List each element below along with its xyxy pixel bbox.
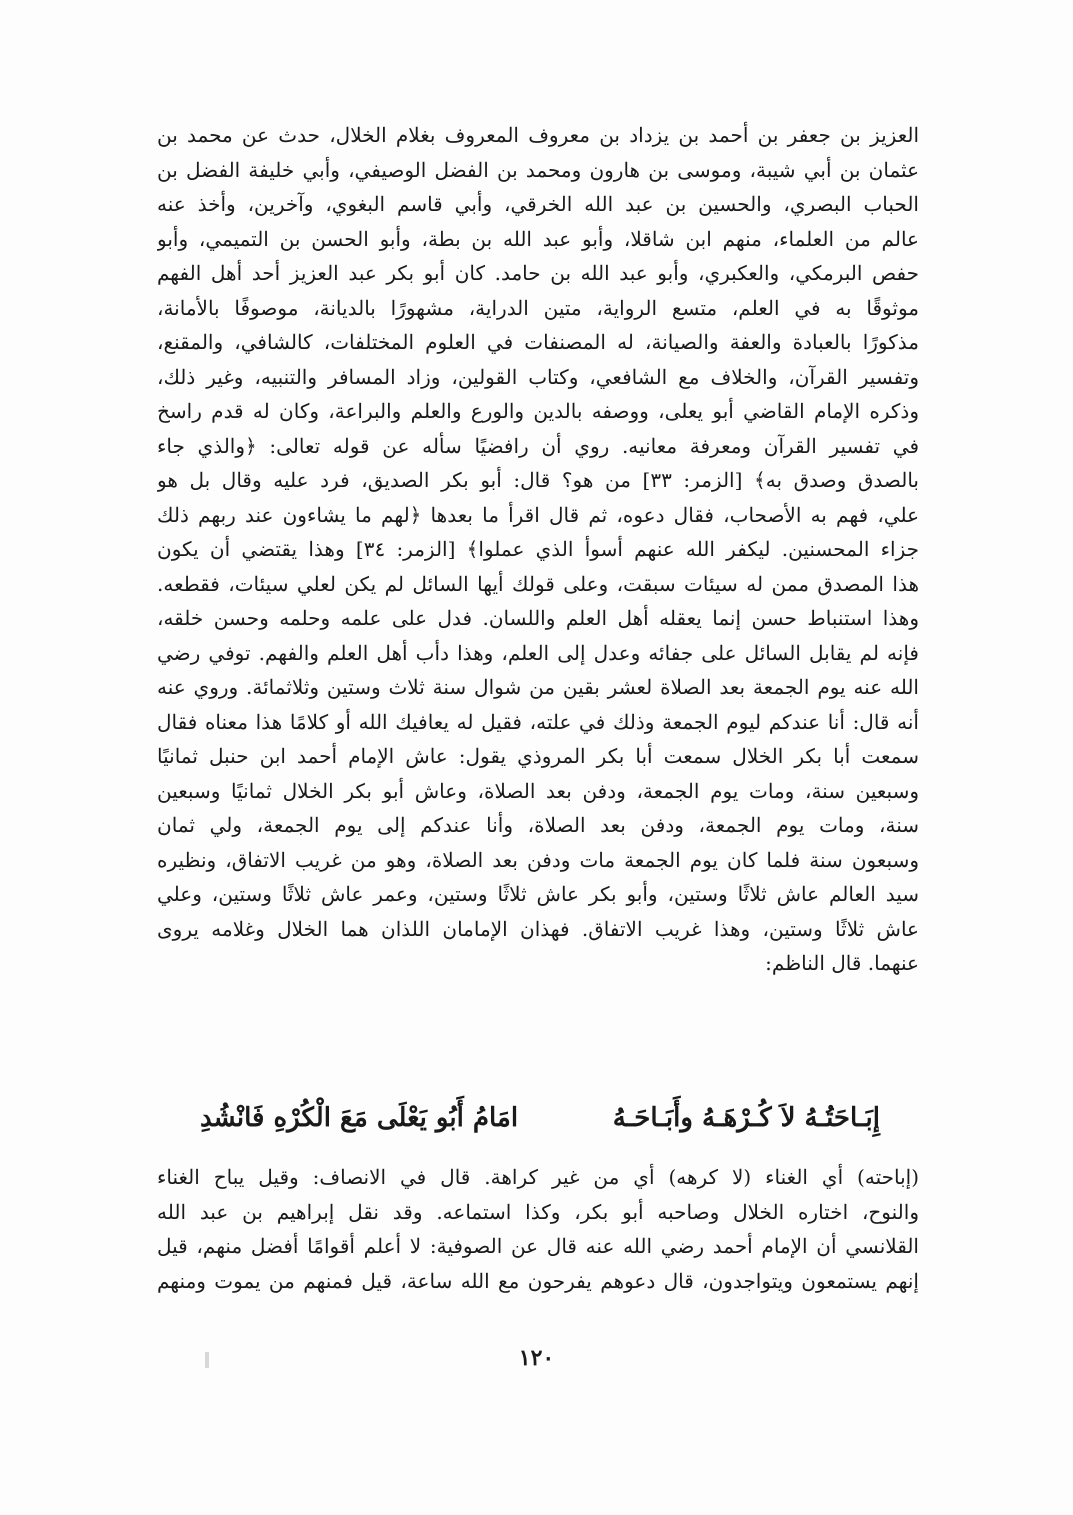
commentary-line: القلانسي أن الإمام أحمد رضي الله عنه قال عن الصوفية: لا أعلم أقوامًا أفضل منهم، قيل (157, 1234, 919, 1258)
verse-first-hemistich: إِبَـاحَتُـهُ لاَ كُـرْهَـهُ وأَبَـاحَـهُ (612, 1103, 880, 1133)
commentary-text-block (157, 1160, 919, 1298)
poem-verse (160, 1093, 920, 1143)
text-line: مذكورًا بالعبادة والعفة والصيانة، له المصنفات في العلوم المختلفات، كالشافي، والمقنع، (157, 330, 919, 354)
text-line: عثمان بن أبي شيبة، وموسى بن هارون ومحمد بن الفضل الوصيفي، وأبي خليفة الفضل بن (157, 157, 919, 182)
commentary-line: (إباحته) أي الغناء (لا كرهه) أي من غير كراهة. قال في الانصاف: وقيل يباح الغناء (157, 1165, 919, 1189)
text-line: وسبعين سنة، ومات يوم الجمعة، ودفن بعد الصلاة، وعاش أبو بكر الخلال ثمانيًا وسبعين (157, 778, 919, 803)
text-line: وسبعون سنة فلما كان يوم الجمعة مات ودفن بعد الصلاة، وهو من غريب الاتفاق، ونظيره (157, 847, 919, 872)
text-line: في تفسير القرآن ومعرفة معانيه. روي أن رافضيًا سأله عن قوله تعالى: ﴿والذي جاء (157, 433, 919, 458)
text-line: بالصدق وصدق به﴾ [الزمر: ٣٣] من هو؟ قال: أبو بكر الصديق، فرد عليه وقال بل هو (157, 468, 919, 492)
page-number: ١٢٠ (518, 1345, 555, 1371)
text-line: سنة، ومات يوم الجمعة، ودفن بعد الصلاة، وأنا عندكم إلى يوم الجمعة، ولي ثمان (157, 813, 919, 837)
text-line: سمعت أبا بكر الخلال سمعت أبا بكر المروذي يقول: عاش الإمام أحمد ابن حنبل ثمانيًا (157, 744, 919, 768)
text-line: وتفسير القرآن، والخلاف مع الشافعي، وكتاب القولين، وزاد المسافر والتنبيه، وغير ذلك، (157, 364, 919, 389)
commentary-line: والنوح، اختاره الخلال وصاحبه أبو بكر، وكذا استماعه. وقد نقل إبراهيم بن عبد الله (157, 1199, 919, 1224)
text-line: الحباب البصري، والحسين بن عبد الله الخرقي، وأبي قاسم البغوي، وآخرين، وأخذ عنه (157, 192, 919, 216)
text-line: وهذا استنباط حسن إنما يعقله أهل العلم واللسان. فدل على علمه وحلمه وحسن خلقه، (157, 606, 919, 630)
text-line: عاش ثلاثًا وستين، وهذا غريب الاتفاق. فهذان الإمامان اللذان هما الخلال وغلامه يروى (157, 916, 919, 941)
text-line: عالم من العلماء، منهم ابن شاقلا، وأبو عبد الله بن بطة، وأبو الحسن بن التميمي، وأبو (157, 226, 919, 251)
text-line: أنه قال: أنا عندكم ليوم الجمعة وذلك في علته، فقيل له يعافيك الله أو كلامًا هذا معناه فقال (157, 709, 919, 734)
commentary-line: إنهم يستمعون ويتواجدون، قال دعوهم يفرحون مع الله ساعة، قيل فمنهم من يموت ومنهم (157, 1268, 919, 1293)
text-line: فإنه لم يقابل السائل على جفائه وعدل إلى العلم، وهذا دأب أهل العلم والفهم. توفي رضي (157, 640, 919, 665)
text-line: عنهما. قال الناظم: (765, 951, 919, 975)
text-line: علي، فهم به الأصحاب، فقال دعوه، ثم قال اقرأ ما بعدها ﴿لهم ما يشاءون عند ربهم ذلك (157, 502, 919, 527)
main-text-block (157, 118, 919, 981)
text-line: هذا المصدق ممن له سيئات سبقت، وعلى قولك أيها السائل لم يكن لعلي سيئات، فقطعه. (157, 571, 919, 596)
text-line: الله عنه يوم الجمعة بعد الصلاة لعشر بقين من شوال سنة ثلاث وستين وثلاثمائة. وروي عنه (157, 675, 919, 699)
text-line: جزاء المحسنين. ليكفر الله عنهم أسوأ الذي عملوا﴾ [الزمر: ٣٤] وهذا يقتضي أن يكون (157, 537, 919, 561)
text-line: حفص البرمكي، والعكبري، وأبو عبد الله بن حامد. كان أبو بكر عبد العزيز أحد أهل الفهم (157, 261, 919, 285)
text-line: العزيز بن جعفر بن أحمد بن يزداد بن معروف المعروف بغلام الخلال، حدث عن محمد بن (157, 123, 919, 147)
text-line: وذكره الإمام القاضي أبو يعلى، ووصفه بالدين والورع والعلم والبراعة، وكان له قدم راسخ (157, 399, 919, 423)
text-line: موثوقًا به في العلم، متسع الرواية، متين الدراية، مشهورًا بالديانة، موصوفًا بالأمانة، (157, 295, 919, 320)
text-line: سيد العالم عاش ثلاثًا وستين، وأبو بكر عاش ثلاثًا وستين، وعمر عاش ثلاثًا وستين، وعلي (157, 882, 919, 906)
verse-second-hemistich: امَامُ أَبُو يَعْلَى مَعَ الْكُرْهِ فَانْشُدِ (200, 1103, 519, 1133)
